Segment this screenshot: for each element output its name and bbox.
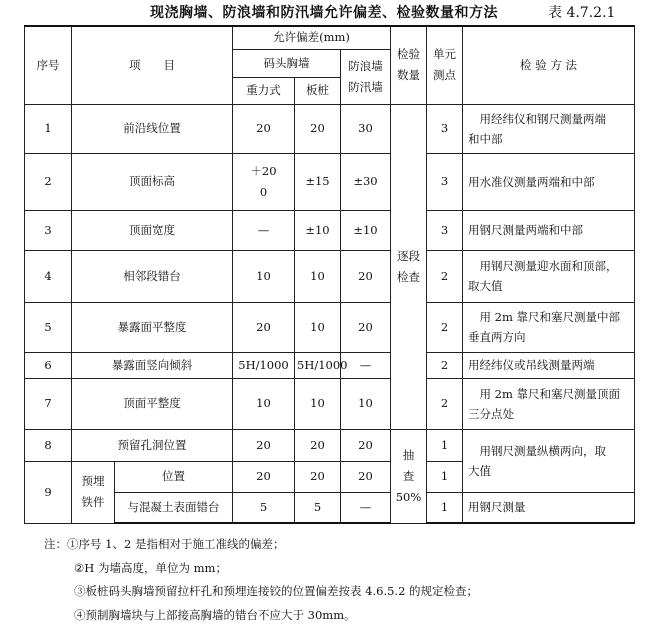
row-subitem: 与混凝土表面错台 <box>115 492 233 523</box>
method-line2: 三分点处 <box>468 404 632 424</box>
header-method: 检 验 方 法 <box>463 26 635 104</box>
table-row <box>25 250 635 302</box>
method-line1: 用钢尺测量迎水面和顶部， <box>468 256 632 276</box>
method-line1: 用 2m 靠尺和塞尺测量顶面 <box>468 384 632 404</box>
qty-group1-line2: 检查 <box>393 267 424 288</box>
qty-group2-line3: 50% <box>393 487 424 508</box>
row-number: 1 <box>25 104 72 153</box>
row-subitem: 位置 <box>115 461 233 492</box>
header-gravity: 重力式 <box>233 77 295 104</box>
method-cell <box>463 250 635 302</box>
flood-value: — <box>341 492 391 523</box>
flood-value: 20 <box>341 250 391 302</box>
sheet-value: 20 <box>295 461 341 492</box>
table-row <box>25 153 635 210</box>
table-row <box>25 429 635 461</box>
sheet-value: 20 <box>295 429 341 461</box>
sheet-value: 20 <box>295 104 341 153</box>
method-cell <box>463 429 635 492</box>
sheet-value: ±10 <box>295 210 341 250</box>
method-line2: 大值 <box>468 461 632 481</box>
note-text: ①序号 1、2 是指相对于施工准线的偏差； <box>67 537 284 551</box>
table-row <box>25 352 635 378</box>
method-line1: 用钢尺测量纵横两向，取 <box>468 441 632 461</box>
points-value: 3 <box>427 210 463 250</box>
row-item: 顶面标高 <box>72 153 233 210</box>
note-label: 注： <box>44 537 67 551</box>
header-allowed-deviation: 允许偏差(mm) <box>233 26 391 49</box>
sheet-value: 10 <box>295 378 341 429</box>
points-value: 1 <box>427 492 463 523</box>
flood-value: ±10 <box>341 210 391 250</box>
points-value: 2 <box>427 352 463 378</box>
row-item: 暴露面平整度 <box>72 302 233 352</box>
table-title: 现浇胸墙、防浪墙和防汛墙允许偏差、检验数量和方法 <box>150 2 498 22</box>
method-cell <box>463 378 635 429</box>
header-unit-points <box>427 26 463 104</box>
row-number: 9 <box>25 461 72 523</box>
note-2: ②H 为墙高度，单位为 mm； <box>44 557 478 581</box>
table-notes <box>44 533 478 627</box>
points-value: 3 <box>427 104 463 153</box>
row-item: 前沿线位置 <box>72 104 233 153</box>
row-number: 5 <box>25 302 72 352</box>
header-flood-wall <box>341 49 391 104</box>
header-item: 项 目 <box>72 26 233 104</box>
method-line2: 取大值 <box>468 276 632 296</box>
row-item: 暴露面竖向倾斜 <box>72 352 233 378</box>
method-cell: 用水准仪测量两端和中部 <box>463 153 635 210</box>
qty-group2-line2: 查 <box>393 466 424 487</box>
row-item: 预留孔洞位置 <box>72 429 233 461</box>
points-value: 2 <box>427 250 463 302</box>
note-4: ④预制胸墙块与上部接高胸墙的错台不应大于 30mm。 <box>44 604 478 627</box>
qty-sample-check <box>391 429 427 523</box>
group-line2: 铁件 <box>74 492 112 513</box>
row-item: 顶面平整度 <box>72 378 233 429</box>
method-cell: 用钢尺测量 <box>463 492 635 523</box>
sheet-value: 5 <box>295 492 341 523</box>
qty-segment-check <box>391 104 427 429</box>
gravity-value: 10 <box>233 378 295 429</box>
method-line2: 和中部 <box>468 129 632 149</box>
gravity-value <box>233 153 295 210</box>
method-line1: 用 2m 靠尺和塞尺测量中部 <box>468 307 632 327</box>
qty-group2-line1: 抽 <box>393 445 424 466</box>
qty-group1-line1: 逐段 <box>393 246 424 267</box>
row-number: 6 <box>25 352 72 378</box>
header-seq: 序号 <box>25 26 72 104</box>
points-value: 1 <box>427 461 463 492</box>
table-row <box>25 302 635 352</box>
header-inspection-quantity <box>391 26 427 104</box>
header-unit-line2: 测点 <box>429 65 460 86</box>
header-sheet-pile: 板桩 <box>295 77 341 104</box>
flood-value: 20 <box>341 461 391 492</box>
flood-value: 20 <box>341 429 391 461</box>
method-line1: 用经纬仪和钢尺测量两端 <box>468 109 632 129</box>
header-flood-line2: 防汛墙 <box>343 77 388 98</box>
gravity-value: 20 <box>233 302 295 352</box>
points-value: 1 <box>427 429 463 461</box>
flood-value: 20 <box>341 302 391 352</box>
header-qty-line2: 数量 <box>393 65 424 86</box>
method-cell: 用钢尺测量两端和中部 <box>463 210 635 250</box>
gravity-value: 20 <box>233 461 295 492</box>
note-1 <box>44 533 478 557</box>
points-value: 3 <box>427 153 463 210</box>
row-item: 顶面宽度 <box>72 210 233 250</box>
gravity-value: 20 <box>233 104 295 153</box>
method-cell: 用经纬仪或吊线测量两端 <box>463 352 635 378</box>
row-number: 2 <box>25 153 72 210</box>
gravity-value: 5 <box>233 492 295 523</box>
gravity-value-line2: 0 <box>235 182 292 203</box>
gravity-value: 20 <box>233 429 295 461</box>
row-number: 8 <box>25 429 72 461</box>
flood-value: ±30 <box>341 153 391 210</box>
points-value: 2 <box>427 302 463 352</box>
gravity-value: 10 <box>233 250 295 302</box>
flood-value: 30 <box>341 104 391 153</box>
sheet-value: 10 <box>295 250 341 302</box>
table-row <box>25 492 635 523</box>
header-flood-line1: 防浪墙 <box>343 56 388 77</box>
gravity-value: 5H/1000 <box>233 352 295 378</box>
sheet-value: 5H/1000 <box>295 352 341 378</box>
method-cell <box>463 302 635 352</box>
table-row <box>25 378 635 429</box>
flood-value: — <box>341 352 391 378</box>
group-line1: 预埋 <box>74 471 112 492</box>
sheet-value: 10 <box>295 302 341 352</box>
row-number: 4 <box>25 250 72 302</box>
gravity-value-line1: ＋20 <box>235 161 292 182</box>
note-3: ③板桩码头胸墙预留拉杆孔和预埋连接铰的位置偏差按表 4.6.5.2 的规定检查； <box>44 580 478 604</box>
method-line2: 垂直两方向 <box>468 327 632 347</box>
tolerance-table <box>24 25 635 524</box>
gravity-value: — <box>233 210 295 250</box>
flood-value: 10 <box>341 378 391 429</box>
row-item: 相邻段错台 <box>72 250 233 302</box>
row-number: 7 <box>25 378 72 429</box>
embedded-iron-group <box>72 461 115 523</box>
row-number: 3 <box>25 210 72 250</box>
table-number: 表 4.7.2.1 <box>548 2 615 22</box>
table-row <box>25 104 635 153</box>
sheet-value: ±15 <box>295 153 341 210</box>
header-qty-line1: 检验 <box>393 44 424 65</box>
header-unit-line1: 单元 <box>429 44 460 65</box>
table-row <box>25 210 635 250</box>
points-value: 2 <box>427 378 463 429</box>
header-wharf-wall: 码头胸墙 <box>233 49 341 77</box>
method-cell <box>463 104 635 153</box>
